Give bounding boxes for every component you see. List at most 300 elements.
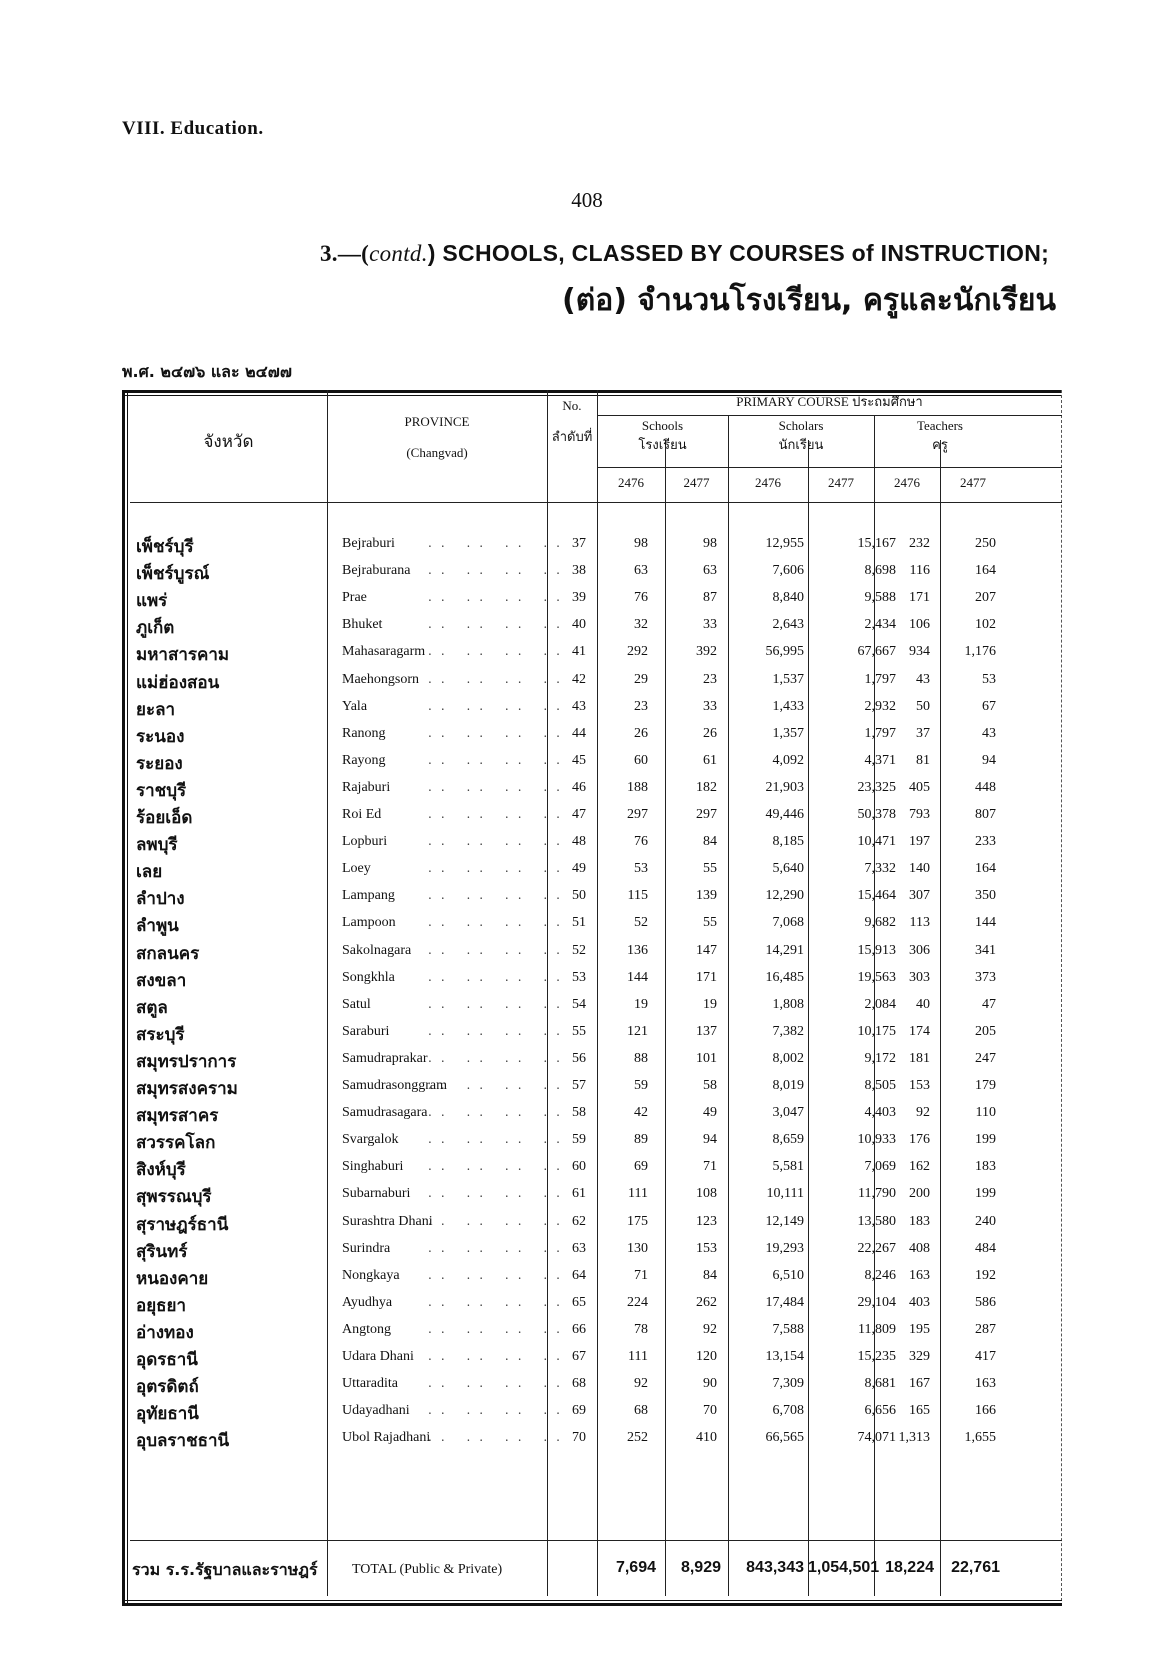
leader-dots: .. .. .. .. (428, 752, 569, 767)
header-schools: Schools (641, 418, 684, 433)
scholars-2476: 56,995 (765, 644, 804, 660)
scholars-2476: 12,149 (765, 1213, 804, 1229)
scholars-2477: 10,175 (857, 1023, 896, 1039)
header-rule (597, 415, 1062, 416)
schools-2477: 26 (703, 725, 717, 741)
province-name-en: Maehongsorn (342, 671, 419, 687)
teachers-2477: 417 (975, 1349, 996, 1364)
teachers-2476: 329 (909, 1349, 930, 1364)
leader-dots: .. .. .. .. (428, 915, 569, 930)
schools-2476: 121 (627, 1023, 648, 1039)
scholars-2476: 10,111 (766, 1186, 804, 1202)
scholars-2476: 5,581 (772, 1159, 804, 1175)
province-name-en: Subarnaburi (342, 1186, 411, 1202)
table-row (122, 1237, 1062, 1264)
header-no: No. (562, 398, 582, 413)
schools-2477: 120 (696, 1349, 717, 1364)
province-name-en: Svargalok (342, 1132, 399, 1148)
leader-dots: .. .. .. .. (428, 1430, 569, 1445)
teachers-2476: 167 (909, 1376, 930, 1392)
teachers-2476: 106 (909, 617, 930, 633)
schools-2477: 123 (696, 1213, 717, 1229)
leader-dots: .. .. .. .. (428, 1023, 569, 1038)
schools-2477: 84 (703, 1267, 717, 1283)
teachers-2477: 240 (975, 1213, 996, 1229)
schools-2476: 69 (634, 1159, 648, 1175)
province-name-th: สกลนคร (136, 943, 200, 964)
schools-2476: 68 (634, 1403, 648, 1419)
table-row (122, 911, 1062, 938)
leader-dots: .. .. .. .. (428, 671, 569, 686)
teachers-2477: 166 (975, 1403, 996, 1419)
teachers-2477: 179 (975, 1078, 996, 1093)
schools-2476: 175 (627, 1213, 648, 1229)
scholars-2476: 19,293 (765, 1240, 804, 1256)
teachers-2477: 183 (975, 1159, 996, 1175)
schools-2477: 84 (703, 834, 717, 850)
province-name-th: เลย (136, 862, 163, 883)
schools-2476: 111 (628, 1186, 648, 1202)
scholars-2477: 2,434 (864, 617, 896, 633)
table-row (122, 1155, 1062, 1182)
teachers-2477: 1,655 (964, 1430, 996, 1446)
table-row (122, 586, 1062, 613)
schools-2477: 61 (703, 752, 717, 768)
scholars-2477: 1,797 (864, 671, 896, 687)
row-number: 37 (572, 536, 586, 551)
province-name-en: Surashtra Dhani (342, 1213, 433, 1229)
schools-2477: 23 (703, 671, 717, 687)
row-number: 43 (572, 698, 586, 714)
schools-2477: 55 (703, 861, 717, 877)
teachers-2477: 94 (982, 752, 996, 768)
province-name-en: Rajaburi (342, 779, 391, 795)
schools-2477: 19 (703, 996, 717, 1012)
scholars-2476: 1,808 (772, 996, 804, 1012)
leader-dots: .. .. .. .. (428, 1403, 569, 1418)
teachers-2476: 195 (909, 1321, 930, 1337)
table-row (122, 668, 1062, 695)
teachers-2477: 350 (975, 888, 996, 904)
table-row (122, 1182, 1062, 1209)
row-number: 66 (572, 1321, 586, 1337)
schools-2476: 52 (634, 915, 648, 931)
leader-dots: .. .. .. .. (428, 861, 569, 876)
province-name-en: Ubol Rajadhani (342, 1430, 431, 1446)
leader-dots: .. .. .. .. (428, 725, 569, 740)
scholars-2476: 1,433 (772, 698, 804, 714)
leader-dots: .. .. .. .. (428, 1078, 569, 1092)
header-rule (130, 502, 1062, 503)
teachers-2476: 197 (909, 834, 930, 850)
teachers-2477: 164 (975, 861, 996, 877)
teachers-2476: 793 (909, 807, 930, 822)
teachers-2476: 113 (909, 915, 930, 931)
leader-dots: .. .. .. .. (428, 644, 569, 659)
teachers-2476: 934 (909, 644, 930, 660)
row-number: 57 (572, 1078, 586, 1093)
schools-2477: 139 (696, 888, 717, 904)
row-number: 59 (572, 1132, 586, 1148)
teachers-2476: 162 (909, 1159, 930, 1175)
scholars-2476: 6,708 (772, 1403, 804, 1419)
teachers-2476: 408 (909, 1240, 930, 1256)
schools-2477: 70 (703, 1403, 717, 1419)
row-number: 51 (572, 915, 586, 931)
province-name-th: สิงห์บุรี (136, 1160, 186, 1181)
scholars-2476: 7,588 (772, 1321, 804, 1337)
schools-2477: 55 (703, 915, 717, 931)
schools-2476: 92 (634, 1376, 648, 1392)
schools-2476: 136 (627, 942, 648, 958)
scholars-2477: 11,790 (858, 1186, 896, 1202)
province-name-th: เพ็ชร์บูรณ์ (136, 564, 210, 585)
schools-2476: 144 (627, 969, 648, 985)
header-teachers-th: ครู (932, 438, 948, 453)
scholars-2477: 19,563 (857, 969, 896, 985)
teachers-2477: 287 (975, 1321, 996, 1337)
teachers-2477: 205 (975, 1023, 996, 1039)
schools-2477: 137 (696, 1023, 717, 1039)
teachers-2476: 92 (916, 1105, 930, 1121)
schools-2477: 87 (703, 590, 717, 606)
scholars-2477: 9,588 (864, 590, 896, 606)
schools-2476: 59 (634, 1078, 648, 1093)
schools-2477: 108 (696, 1186, 717, 1202)
table-row (122, 1020, 1062, 1047)
teachers-2476: 116 (909, 563, 930, 579)
province-name-en: Lampoon (342, 915, 396, 931)
schools-2476: 89 (634, 1132, 648, 1148)
leader-dots: .. .. .. .. (428, 996, 569, 1011)
schools-2476: 252 (627, 1430, 648, 1446)
row-number: 48 (572, 834, 586, 850)
teachers-2477: 484 (975, 1240, 996, 1256)
province-name-en: Prae (342, 590, 367, 606)
province-name-en: Ranong (342, 725, 386, 741)
province-name-en: Mahasaragarm (342, 644, 426, 660)
row-number: 55 (572, 1023, 586, 1039)
teachers-2476: 174 (909, 1023, 930, 1039)
leader-dots: .. .. .. .. (428, 888, 569, 903)
title-main: ) SCHOOLS, CLASSED BY COURSES of INSTRUCTION; (427, 240, 1050, 266)
teachers-2477: 199 (975, 1132, 996, 1148)
teachers-2477: 207 (975, 590, 996, 606)
scholars-2476: 66,565 (765, 1430, 804, 1446)
row-number: 50 (572, 888, 586, 904)
teachers-2476: 1,313 (898, 1430, 930, 1446)
teachers-2476: 153 (909, 1078, 930, 1093)
teachers-2476: 43 (916, 671, 930, 687)
row-number: 41 (572, 644, 586, 660)
education-table (122, 390, 1062, 1606)
teachers-2477: 67 (982, 698, 996, 714)
teachers-2477: 163 (975, 1376, 996, 1392)
table-row (122, 776, 1062, 803)
total-schools-2477: 8,929 (680, 1559, 721, 1576)
table-row (122, 966, 1062, 993)
row-number: 40 (572, 617, 586, 633)
scholars-2476: 4,092 (772, 752, 804, 768)
scholars-2477: 8,681 (864, 1376, 896, 1392)
leader-dots: .. .. .. .. (428, 1321, 569, 1336)
teachers-2477: 110 (975, 1105, 996, 1121)
province-name-th: ลำปาง (136, 889, 185, 910)
province-name-th: สุรินทร์ (136, 1241, 188, 1262)
table-row (122, 1426, 1062, 1453)
table-title-thai: (ต่อ) จำนวนโรงเรียน, ครูและนักเรียน (562, 283, 1056, 318)
schools-2476: 71 (634, 1267, 648, 1283)
leader-dots: .. .. .. .. (428, 536, 569, 550)
row-number: 63 (572, 1240, 586, 1256)
province-name-th: ระนอง (136, 726, 185, 747)
province-name-en: Samudrasagara (342, 1105, 428, 1121)
province-name-en: Udayadhani (342, 1403, 410, 1419)
scholars-2477: 8,246 (864, 1267, 896, 1283)
header-year: 2477 (683, 475, 710, 490)
scholars-2476: 8,185 (772, 834, 804, 850)
province-name-th: สมุทรสงคราม (136, 1079, 238, 1099)
scholars-2477: 29,104 (857, 1294, 896, 1310)
schools-2476: 88 (634, 1050, 648, 1066)
schools-2477: 147 (696, 942, 717, 958)
leader-dots: .. .. .. .. (428, 1105, 569, 1120)
header-year: 2477 (828, 475, 854, 490)
scholars-2477: 1,797 (864, 725, 896, 741)
teachers-2477: 102 (975, 617, 996, 633)
total-label-en: TOTAL (Public & Private) (352, 1562, 503, 1577)
scholars-2477: 10,933 (857, 1132, 896, 1148)
province-name-en: Roi Ed (342, 807, 382, 822)
table-row (122, 1399, 1062, 1426)
province-name-en: Saraburi (342, 1023, 390, 1039)
province-name-en: Lopburi (342, 834, 388, 850)
province-name-en: Udara Dhani (342, 1349, 414, 1364)
header-scholars-th: นักเรียน (778, 438, 824, 453)
province-name-en: Bhuket (342, 617, 383, 633)
teachers-2477: 1,176 (964, 644, 996, 660)
schools-2477: 392 (696, 644, 717, 660)
province-name-en: Songkhla (342, 969, 395, 985)
scholars-2477: 2,932 (864, 698, 896, 714)
total-schools-2476: 7,694 (615, 1559, 656, 1576)
leader-dots: .. .. .. .. (428, 1186, 569, 1201)
province-name-th: ลพบุรี (136, 835, 178, 856)
total-teachers-2476: 18,224 (885, 1559, 934, 1576)
province-name-en: Samudraprakar (342, 1050, 428, 1066)
scholars-2477: 15,913 (857, 942, 896, 958)
table-row (122, 1264, 1062, 1291)
leader-dots: .. .. .. .. (428, 1376, 569, 1391)
year-note: พ.ศ. ๒๔๗๖ และ ๒๔๗๗ (122, 362, 292, 381)
teachers-2477: 373 (975, 969, 996, 985)
row-number: 62 (572, 1213, 586, 1229)
schools-2477: 90 (703, 1376, 717, 1392)
scholars-2477: 9,172 (864, 1050, 896, 1066)
province-name-th: อุดรธานี (136, 1350, 198, 1370)
row-number: 54 (572, 996, 586, 1012)
table-border-bottom (122, 1603, 1062, 1606)
schools-2477: 92 (703, 1321, 717, 1337)
province-name-th: อุบลราชธานี (136, 1431, 230, 1452)
scholars-2476: 7,606 (772, 563, 804, 579)
schools-2476: 292 (627, 644, 648, 660)
scholars-2476: 6,510 (772, 1267, 804, 1283)
province-name-th: ลำพูน (136, 916, 179, 937)
province-name-th: แม่ฮ่องสอน (136, 672, 220, 693)
province-name-th: สงขลา (136, 970, 187, 991)
province-name-th: อุทัยธานี (136, 1404, 199, 1425)
teachers-2477: 144 (975, 915, 996, 931)
leader-dots: .. .. .. .. (428, 1240, 569, 1255)
scholars-2477: 4,371 (864, 752, 896, 768)
schools-2476: 53 (634, 861, 648, 877)
province-name-th: สตูล (136, 997, 168, 1018)
header-schools-th: โรงเรียน (638, 438, 687, 453)
schools-2477: 410 (696, 1430, 717, 1446)
table-row (122, 1291, 1062, 1318)
schools-2477: 153 (696, 1240, 717, 1256)
scholars-2477: 74,071 (857, 1430, 896, 1446)
province-name-en: Samudrasonggram (342, 1078, 447, 1093)
teachers-2476: 37 (916, 725, 930, 741)
row-number: 56 (572, 1050, 586, 1066)
scholars-2477: 6,656 (864, 1403, 896, 1419)
leader-dots: .. .. .. .. (428, 834, 569, 849)
scholars-2477: 8,698 (864, 563, 896, 579)
scholars-2477: 15,235 (857, 1349, 896, 1364)
teachers-2477: 43 (982, 725, 996, 741)
header-primary-course: PRIMARY COURSE ประถมศึกษา (736, 394, 923, 409)
header-year: 2476 (755, 475, 781, 490)
header-province-sub: (Changvad) (406, 445, 468, 460)
table-row (122, 722, 1062, 749)
table-row (122, 1372, 1062, 1399)
province-name-th: สระบุรี (136, 1024, 185, 1045)
teachers-2476: 40 (916, 996, 930, 1012)
leader-dots: .. .. .. .. (428, 590, 569, 605)
province-name-en: Uttaradita (342, 1376, 398, 1392)
row-number: 39 (572, 590, 586, 606)
table-row (122, 532, 1062, 559)
table-row (122, 749, 1062, 776)
schools-2476: 98 (634, 536, 648, 551)
province-name-th: สุราษฎร์ธานี (136, 1214, 229, 1235)
province-name-th: แพร่ (136, 591, 168, 612)
province-name-th: เพ็ชร์บุรี (136, 537, 194, 557)
scholars-2477: 2,084 (864, 996, 896, 1012)
province-name-th: สวรรคโลก (136, 1133, 216, 1154)
header-province: PROVINCE (404, 414, 470, 429)
page-number: 408 (571, 188, 603, 212)
schools-2476: 111 (628, 1349, 648, 1364)
total-label-th: รวม ร.ร.รัฐบาลและราษฎร์ (132, 1560, 318, 1579)
scholars-2476: 7,068 (772, 915, 804, 931)
teachers-2477: 233 (975, 834, 996, 850)
row-number: 70 (572, 1430, 586, 1446)
scholars-2476: 12,290 (765, 888, 804, 904)
scholars-2477: 67,667 (857, 644, 896, 660)
header-no-th: ลำดับที่ (551, 430, 593, 445)
schools-2477: 94 (703, 1132, 717, 1148)
province-name-en: Surindra (342, 1240, 391, 1256)
scholars-2476: 8,659 (772, 1132, 804, 1148)
table-row (122, 1047, 1062, 1074)
schools-2477: 101 (696, 1050, 717, 1066)
scholars-2477: 4,403 (864, 1105, 896, 1121)
schools-2477: 33 (703, 698, 717, 714)
province-name-en: Lampang (342, 888, 395, 904)
schools-2476: 60 (634, 752, 648, 768)
teachers-2476: 163 (909, 1267, 930, 1283)
table-row (122, 640, 1062, 667)
scholars-2477: 23,325 (857, 779, 896, 795)
teachers-2476: 181 (909, 1050, 930, 1066)
row-number: 68 (572, 1376, 586, 1392)
scholars-2476: 7,382 (772, 1023, 804, 1039)
teachers-2477: 47 (982, 996, 996, 1012)
scholars-2477: 11,809 (858, 1321, 896, 1337)
row-number: 42 (572, 671, 586, 687)
province-name-en: Bejraburi (342, 536, 395, 551)
scholars-2477: 8,505 (864, 1078, 896, 1093)
teachers-2477: 586 (975, 1294, 996, 1310)
province-name-th: สมุทรปราการ (136, 1051, 237, 1072)
teachers-2477: 250 (975, 536, 996, 551)
province-name-th: สุพรรณบุรี (136, 1187, 212, 1208)
leader-dots: .. .. .. .. (428, 1294, 569, 1309)
schools-2476: 224 (627, 1294, 648, 1310)
row-number: 52 (572, 942, 586, 958)
schools-2477: 49 (703, 1105, 717, 1121)
leader-dots: .. .. .. .. (428, 1132, 569, 1147)
scholars-2476: 13,154 (765, 1349, 804, 1364)
schools-2476: 29 (634, 671, 648, 687)
total-teachers-2477: 22,761 (951, 1559, 1000, 1576)
teachers-2476: 306 (909, 942, 930, 958)
table-row (122, 1101, 1062, 1128)
row-number: 65 (572, 1294, 586, 1310)
leader-dots: .. .. .. .. (428, 807, 569, 821)
table-border-bottom-inner (122, 1600, 1062, 1601)
scholars-2477: 15,464 (857, 888, 896, 904)
table-row (122, 613, 1062, 640)
scholars-2476: 8,840 (772, 590, 804, 606)
schools-2477: 297 (696, 807, 717, 822)
leader-dots: .. .. .. .. (428, 942, 569, 957)
schools-2476: 115 (627, 888, 648, 904)
table-row (122, 857, 1062, 884)
province-name-en: Sakolnagara (342, 942, 412, 958)
teachers-2477: 192 (975, 1267, 996, 1283)
province-name-en: Yala (342, 698, 368, 714)
total-scholars-2476: 843,343 (746, 1559, 804, 1576)
leader-dots: .. .. .. .. (428, 1050, 569, 1065)
teachers-2476: 405 (909, 779, 930, 795)
schools-2477: 171 (696, 969, 717, 985)
scholars-2476: 14,291 (765, 942, 804, 958)
header-scholars: Scholars (778, 418, 824, 433)
row-number: 38 (572, 563, 586, 579)
province-name-th: อยุธยา (136, 1295, 187, 1316)
province-name-th: ภูเก็ต (136, 618, 175, 639)
province-name-en: Angtong (342, 1321, 391, 1337)
scholars-2476: 12,955 (765, 536, 804, 551)
leader-dots: .. .. .. .. (428, 779, 569, 794)
total-row (122, 1550, 1062, 1590)
schools-2477: 262 (696, 1294, 717, 1310)
header-year: 2476 (894, 475, 920, 490)
